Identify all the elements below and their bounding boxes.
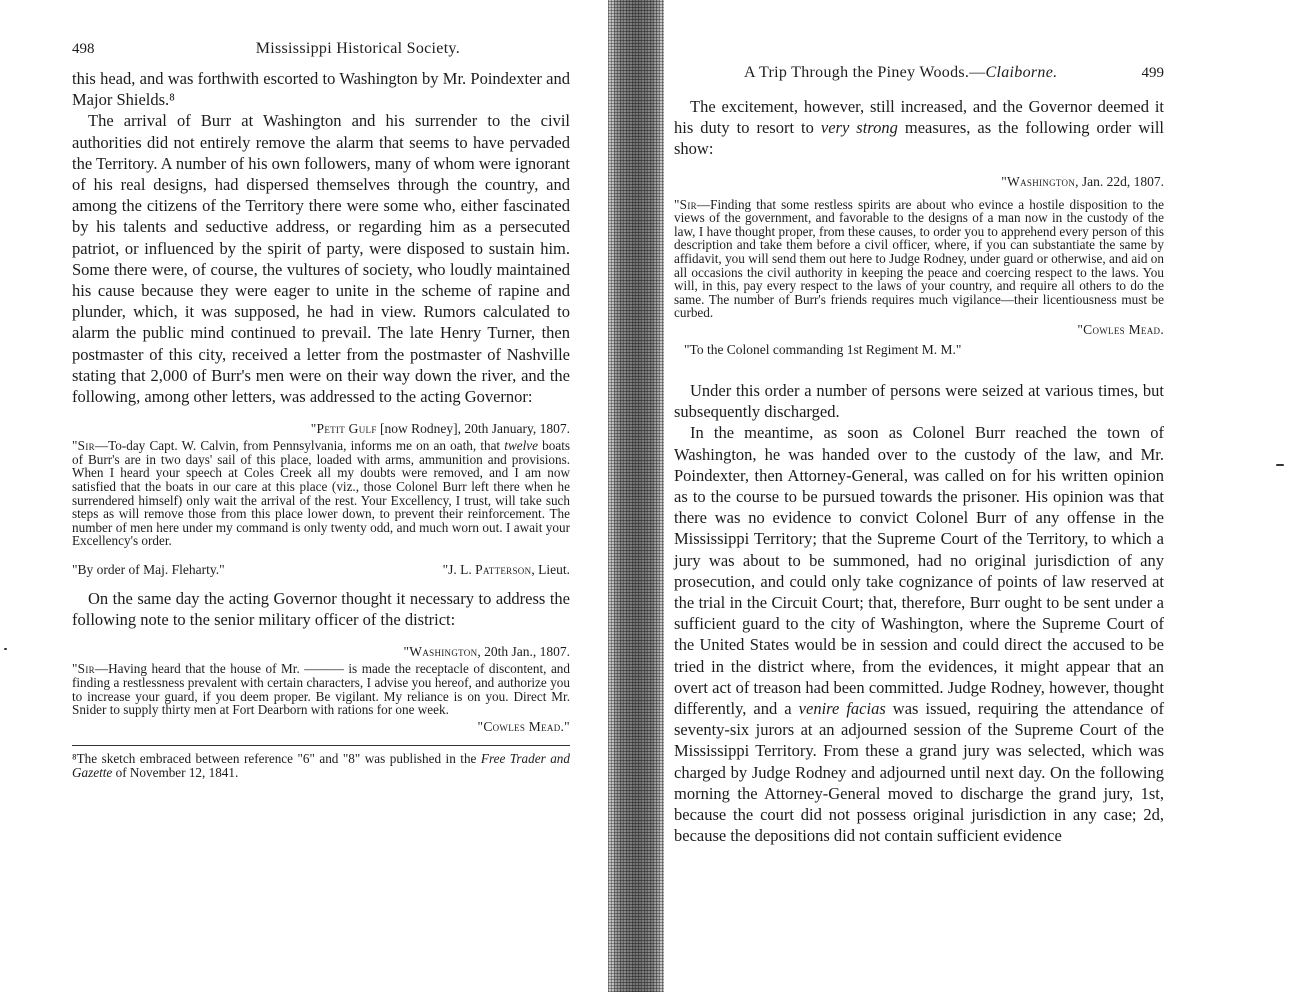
letter1-closing	[72, 562, 570, 578]
letter3-dateline: "Washington, Jan. 22d, 1807.	[1001, 173, 1164, 189]
footnote-divider	[72, 745, 570, 746]
right-page	[662, 0, 1292, 992]
right-paragraph-3: In the meantime, as soon as Colonel Burr reached the town of Washington, he was handed over to the custody of the law, and Mr. Poindexter, then Attorney-General, was called on for his written opinion as to the course to be pursued towards the prisoner. His opinion was that there was no evidence to convict Colonel Burr of any offense in the Mississippi Territory; that the Supreme Court of the Territory, to which a jury was about to be summoned, had no original jurisdiction of any prosecution, and could only take cognizance of points of law reserved at the trial in the Circuit Court; that, therefore, Burr ought to be sent under a sufficient guard to the city of Washington, where the Supreme Court of the United States would be in session and could direct the accused to be tried in the district where, from the evidences, it might appear that an overt act of treason had been committed. Judge Rodney, however, thought differently, and a venire facias was issued, requiring the attendance of seventy-six jurors at an adjourned session of the Supreme Court of the Mississippi Territory. From these a grand jury was selected, which was charged by Judge Rodney and adjourned until next day. On the following morning the Attorney-General moved to discharge the grand jury, 1st, because the court did not possess original jurisdiction in any case; 2d, because the depositions did not contain sufficient evidence	[674, 423, 1164, 846]
letter2-signature: "Cowles Mead."	[477, 718, 570, 734]
left-running-title: Mississippi Historical Society.	[255, 40, 460, 57]
footnote-8: ⁸The sketch embraced between reference "6" and "8" was published in the Free Trader and Gazette of November 12, 1841.	[72, 750, 570, 780]
right-running-head	[674, 64, 1164, 82]
right-paragraph-1: The excitement, however, still increased, and the Governor deemed it his duty to resort to very strong measures, as the following order will show:	[674, 97, 1164, 159]
book-gutter-shadow	[608, 0, 664, 992]
letter-washington-22d	[674, 174, 1164, 358]
left-paragraph-2: The arrival of Burr at Washington and his surrender to the civil authorities did not entirely remove the alarm that seems to have pervaded the Territory. A number of his own followers, many of whom were ignorant of his real designs, had dispersed themselves through the country, and among the citizens of the Territory there were some who, either fascinated by his talents and seductive address, or regarding him as a persecuted patriot, or influenced by the spirit of party, were disposed to sustain him. Some there were, of course, the vultures of society, who loudly maintained his cause because they were eager to unite in the scheme of rapine and plunder, which, it was supposed, he had in view. Rumors calculated to alarm the public mind continued to prevail. The late Henry Turner, then postmaster of this city, received a letter from the postmaster of Nashville stating that 2,000 of Burr's men were on their way down the river, and the following, among other letters, was addressed to the acting Governor:	[72, 111, 570, 407]
letter1-by-order: "By order of Maj. Fleharty."	[72, 562, 225, 577]
right-page-number: 499	[1141, 65, 1164, 81]
letter-petit-gulf	[72, 421, 570, 578]
left-paragraph-1: this head, and was forthwith escorted to Washington by Mr. Poindexter and Major Shields.⁸	[72, 69, 570, 110]
letter3-addressee: "To the Colonel commanding 1st Regiment M. M."	[684, 341, 962, 357]
letter-washington-20th	[72, 644, 570, 734]
letter3-signature: "Cowles Mead.	[1077, 321, 1164, 337]
letter1-signature: "J. L. Patterson, Lieut.	[442, 562, 570, 577]
left-running-head	[72, 40, 570, 58]
right-paragraph-2: Under this order a number of persons were seized at various times, but subsequently discharged.	[674, 380, 1164, 422]
letter3-body: "Sir—Finding that some restless spirits are about who evince a hostile disposition to the views of the government, and favorable to the designs of a man now in the custody of the law, I have thought proper, from these causes, to order you to apprehend every person of this description and take them before a civil officer, where, if you can substantiate the same by affidavit, you will send them out here to Judge Rodney, under guard or otherwise, and aid on all occasions the civil authority in keeping the peace and coercing respect to the laws. You will, in this, pay every respect to the laws of your country, and require all others to do the same. The number of Burr's friends requires much vigilance—their licentiousness must be curbed.	[674, 196, 1164, 321]
left-page	[0, 0, 610, 992]
letter2-body: "Sir—Having heard that the house of Mr. ——— is made the receptacle of discontent, and finding a restlessness prevalent with certain characters, I advise you hereof, and authorize you to increase your guard, if you deem proper. Be vigilant. My reliance is on you. Direct Mr. Snider to supply thirty men at Fort Dearborn with rations for one week.	[72, 661, 570, 718]
letter2-dateline: "Washington, 20th Jan., 1807.	[403, 644, 570, 660]
right-running-title: A Trip Through the Piney Woods.—Claiborne.	[744, 64, 1058, 81]
left-page-number: 498	[72, 41, 95, 57]
letter1-body: "Sir—To-day Capt. W. Calvin, from Pennsylvania, informs me on an oath, that twelve boats of Burr's are in two days' sail of this place, loaded with arms, ammunition and provisions. When I heard your speech at Coles Creek all my doubts were removed, and I am now satisfied that the boats in our care at this place (viz., those Colonel Burr left there when he surrendered himself) only wait the arrival of the rest. Your Excellency, I trust, will take such steps as will remove those from this place lower down, to prevent their reinforcement. The number of men here under my command is only twenty odd, and much worn out. I await your Excellency's order.	[72, 438, 570, 549]
left-paragraph-3: On the same day the acting Governor thought it necessary to address the following note to the senior military officer of the district:	[72, 589, 570, 630]
letter1-dateline: "Petit Gulf [now Rodney], 20th January, 1807.	[310, 421, 570, 437]
